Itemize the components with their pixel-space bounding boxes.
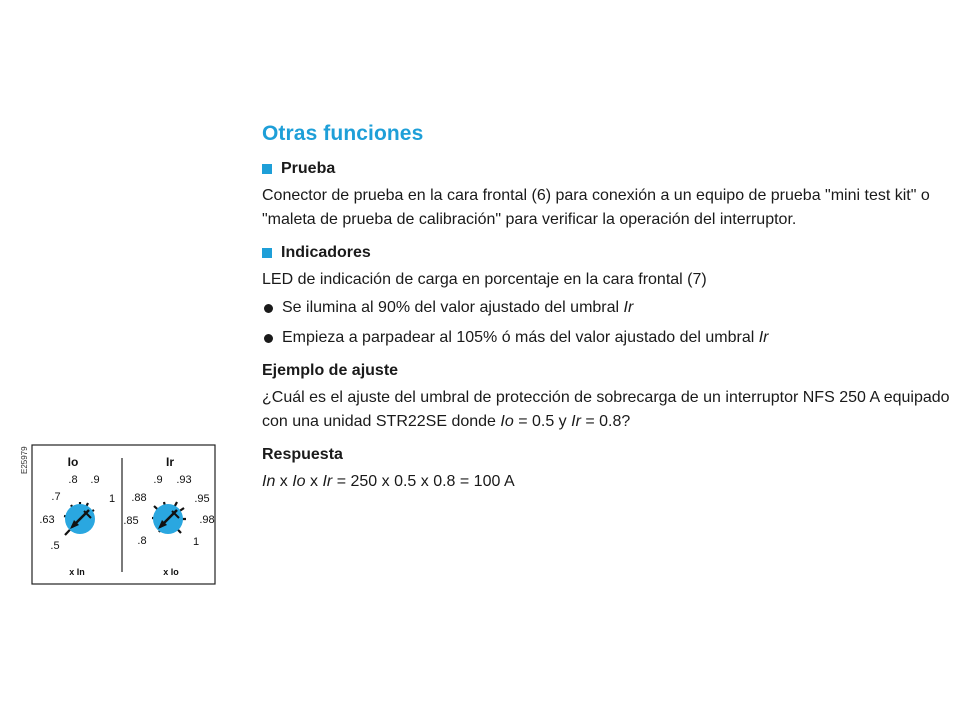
tick-label: .5 <box>50 540 60 552</box>
prueba-heading <box>262 160 952 178</box>
bullet-dot-icon <box>264 304 273 313</box>
tick-label: .7 <box>51 491 61 503</box>
page-title: Otras funciones <box>262 122 424 145</box>
tick-label: .9 <box>90 474 100 486</box>
tick-label: .85 <box>123 515 139 527</box>
dial-ir <box>123 455 214 577</box>
indicadores-heading-text: Indicadores <box>281 244 371 261</box>
figure-code: E25979 <box>20 446 29 474</box>
dial-io <box>39 455 115 577</box>
tick-label: .95 <box>194 493 210 505</box>
dial-io-label: Io <box>67 455 79 469</box>
indicadores-text: LED de indicación de carga en porcentaje en la cara frontal (7) <box>262 271 707 288</box>
respuesta-formula: In x Io x Ir = 250 x 0.5 x 0.8 = 100 A <box>262 473 515 490</box>
tick-label: .98 <box>199 514 215 526</box>
dial-io-unit: x In <box>69 567 85 577</box>
indicadores-list <box>262 296 952 350</box>
bullet-variable: Ir <box>623 299 634 316</box>
square-bullet-icon <box>262 248 272 258</box>
tick-label: .8 <box>137 535 147 547</box>
settings-dial-figure <box>18 438 220 588</box>
square-bullet-icon <box>262 164 272 174</box>
tick-label: .88 <box>131 492 147 504</box>
dial-ir-unit: x Io <box>163 567 179 577</box>
prueba-text: Conector de prueba en la cara frontal (6) para conexión a un equipo de prueba "mini test kit" o "maleta de prueba de calibración" para verificar la operación del interruptor. <box>262 187 930 228</box>
bullet-text: Empieza a parpadear al 105% ó más del valor ajustado del umbral <box>282 329 759 346</box>
tick-label: .63 <box>39 514 55 526</box>
respuesta-heading: Respuesta <box>262 446 343 463</box>
tick-label: 1 <box>192 536 200 548</box>
tick-label: .93 <box>176 474 192 486</box>
main-content <box>262 122 952 494</box>
prueba-heading-text: Prueba <box>281 160 336 177</box>
list-item <box>262 296 952 320</box>
ejemplo-heading: Ejemplo de ajuste <box>262 362 399 379</box>
list-item <box>262 326 952 350</box>
tick-label: .9 <box>153 474 163 486</box>
dial-ir-label: Ir <box>165 455 175 469</box>
tick-label: 1 <box>108 493 116 505</box>
bullet-variable: Ir <box>758 329 769 346</box>
bullet-dot-icon <box>264 334 273 343</box>
indicadores-heading <box>262 244 952 262</box>
bullet-text: Se ilumina al 90% del valor ajustado del umbral <box>282 299 624 316</box>
ejemplo-text: ¿Cuál es el ajuste del umbral de protección de sobrecarga de un interruptor NFS 250 A equipado con una unidad STR22SE donde Io = 0.5 y Ir = 0.8? <box>262 389 950 430</box>
tick-label: .8 <box>68 474 78 486</box>
